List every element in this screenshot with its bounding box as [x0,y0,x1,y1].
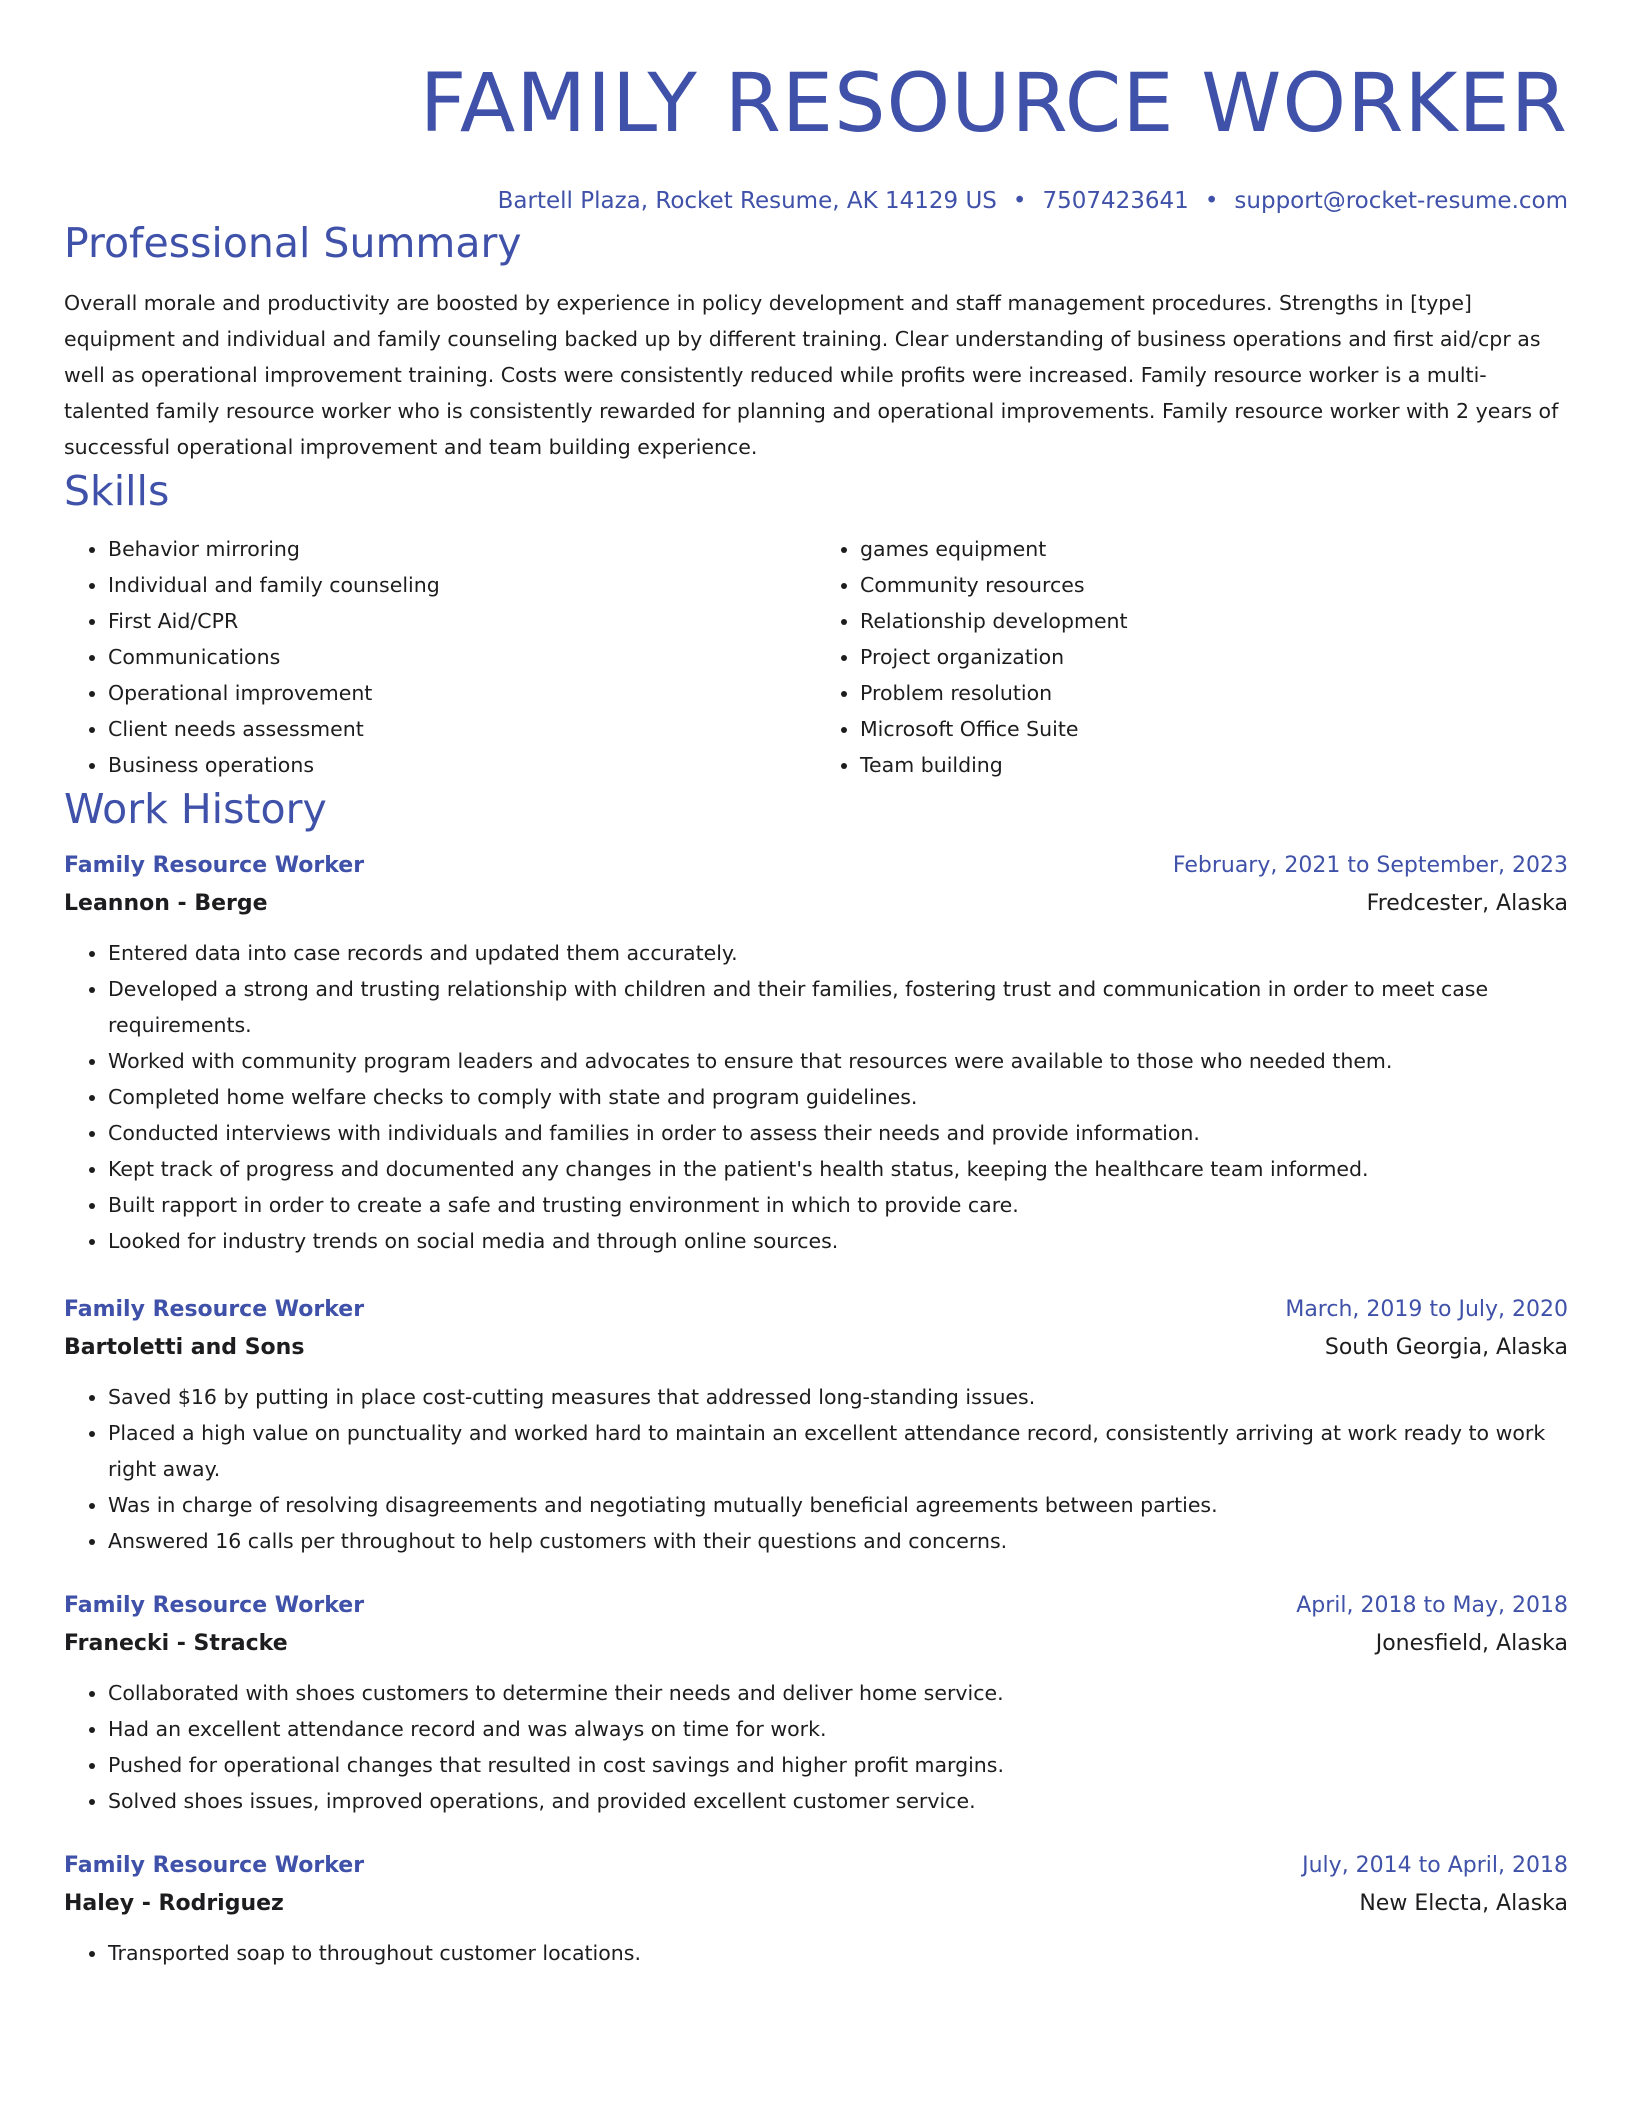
resume-name-title: FAMILY RESOURCE WORKER [419,57,1568,151]
skills-list-left [64,531,816,783]
job-location: Jonesfield, Alaska [1375,1631,1568,1656]
job-bullet: • Answered 16 calls per throughout to help customers with their questions and concerns. [108,1523,1568,1559]
job-bullet: • Collaborated with shoes customers to determine their needs and deliver home service. [108,1675,1568,1711]
job-bullet: • Placed a high value on punctuality and worked hard to maintain an excellent attendance record, consistently arriving at work ready to work right away. [108,1415,1568,1487]
job-entry [64,1291,1568,1559]
skill-item: • Operational improvement [108,675,816,711]
job-company: Bartoletti and Sons [64,1335,305,1360]
skill-item: • Individual and family counseling [108,567,816,603]
skill-item: • Microsoft Office Suite [860,711,1568,747]
job-location: South Georgia, Alaska [1324,1335,1568,1360]
skill-item: • Business operations [108,747,816,783]
contact-email: support@rocket-resume.com [1234,188,1568,214]
job-bullets [64,1379,1568,1559]
job-entry [64,847,1568,1259]
summary-text: Overall morale and productivity are boosted by experience in policy development and staff management procedures. Strengths in [type] equipment and individual and family counseling backed up by different training. Clear understanding of business operations and first aid/cpr as well as operational improvement training. Costs were consistently reduced while profits were increased. Family resource worker is a multi-talented family resource worker who is consistently rewarded for planning and operational improvements. Family resource worker with 2 years of successful operational improvement and team building experience. [64,291,1559,459]
job-subheader [64,885,1568,923]
job-bullet: • Had an excellent attendance record and was always on time for work. [108,1711,1568,1747]
skills-heading: Skills [64,467,170,515]
job-header [64,1847,1568,1885]
skill-item: • Behavior mirroring [108,531,816,567]
skill-item: • Problem resolution [860,675,1568,711]
skill-item: • Communications [108,639,816,675]
job-company: Haley - Rodriguez [64,1891,284,1916]
skill-item: • Relationship development [860,603,1568,639]
job-company: Franecki - Stracke [64,1631,288,1656]
skill-item: • Team building [860,747,1568,783]
contact-separator: • [1204,188,1219,214]
contact-line [64,185,1568,217]
job-bullet: • Developed a strong and trusting relationship with children and their families, fostering trust and communication in order to meet case requirements. [108,971,1568,1043]
job-bullet: • Worked with community program leaders and advocates to ensure that resources were available to those who needed them. [108,1043,1568,1079]
contact-address: Bartell Plaza, Rocket Resume, AK 14129 US [497,188,997,214]
job-subheader [64,1625,1568,1663]
job-entry [64,1847,1568,1971]
job-bullets [64,1935,1568,1971]
job-title: Family Resource Worker [64,1297,365,1322]
job-header [64,1587,1568,1625]
job-title: Family Resource Worker [64,853,365,878]
job-bullet: • Saved $16 by putting in place cost-cutting measures that addressed long-standing issues. [108,1379,1568,1415]
job-location: Fredcester, Alaska [1366,891,1568,916]
contact-phone: 7507423641 [1042,188,1189,214]
job-bullet: • Built rapport in order to create a safe and trusting environment in which to provide care. [108,1187,1568,1223]
job-bullet: • Pushed for operational changes that resulted in cost savings and higher profit margins. [108,1747,1568,1783]
skills-list-right [816,531,1568,783]
job-bullets [64,935,1568,1259]
skill-item: • games equipment [860,531,1568,567]
job-dates: February, 2021 to September, 2023 [1172,853,1568,878]
job-header [64,1291,1568,1329]
skill-item: • Community resources [860,567,1568,603]
job-bullet: • Looked for industry trends on social media and through online sources. [108,1223,1568,1259]
skill-item: • Project organization [860,639,1568,675]
job-bullet: • Kept track of progress and documented any changes in the patient's health status, keeping the healthcare team informed. [108,1151,1568,1187]
job-bullet: • Was in charge of resolving disagreements and negotiating mutually beneficial agreements between parties. [108,1487,1568,1523]
job-bullet: • Transported soap to throughout customer locations. [108,1935,1568,1971]
job-location: New Electa, Alaska [1359,1891,1568,1916]
summary-heading: Professional Summary [64,219,522,267]
job-title: Family Resource Worker [64,1593,365,1618]
job-bullets [64,1675,1568,1819]
job-company: Leannon - Berge [64,891,268,916]
skill-item: • Client needs assessment [108,711,816,747]
skills-columns [64,531,1568,783]
job-title: Family Resource Worker [64,1853,365,1878]
job-header [64,847,1568,885]
job-entry [64,1587,1568,1819]
work-history-heading: Work History [64,785,327,833]
job-subheader [64,1885,1568,1923]
job-subheader [64,1329,1568,1367]
job-bullet: • Solved shoes issues, improved operations, and provided excellent customer service. [108,1783,1568,1819]
job-bullet: • Completed home welfare checks to comply with state and program guidelines. [108,1079,1568,1115]
skill-item: • First Aid/CPR [108,603,816,639]
job-bullet: • Entered data into case records and updated them accurately. [108,935,1568,971]
job-bullet: • Conducted interviews with individuals and families in order to assess their needs and provide information. [108,1115,1568,1151]
job-dates: April, 2018 to May, 2018 [1296,1593,1568,1618]
job-dates: March, 2019 to July, 2020 [1285,1297,1568,1322]
contact-separator: • [1012,188,1027,214]
job-dates: July, 2014 to April, 2018 [1302,1853,1568,1878]
